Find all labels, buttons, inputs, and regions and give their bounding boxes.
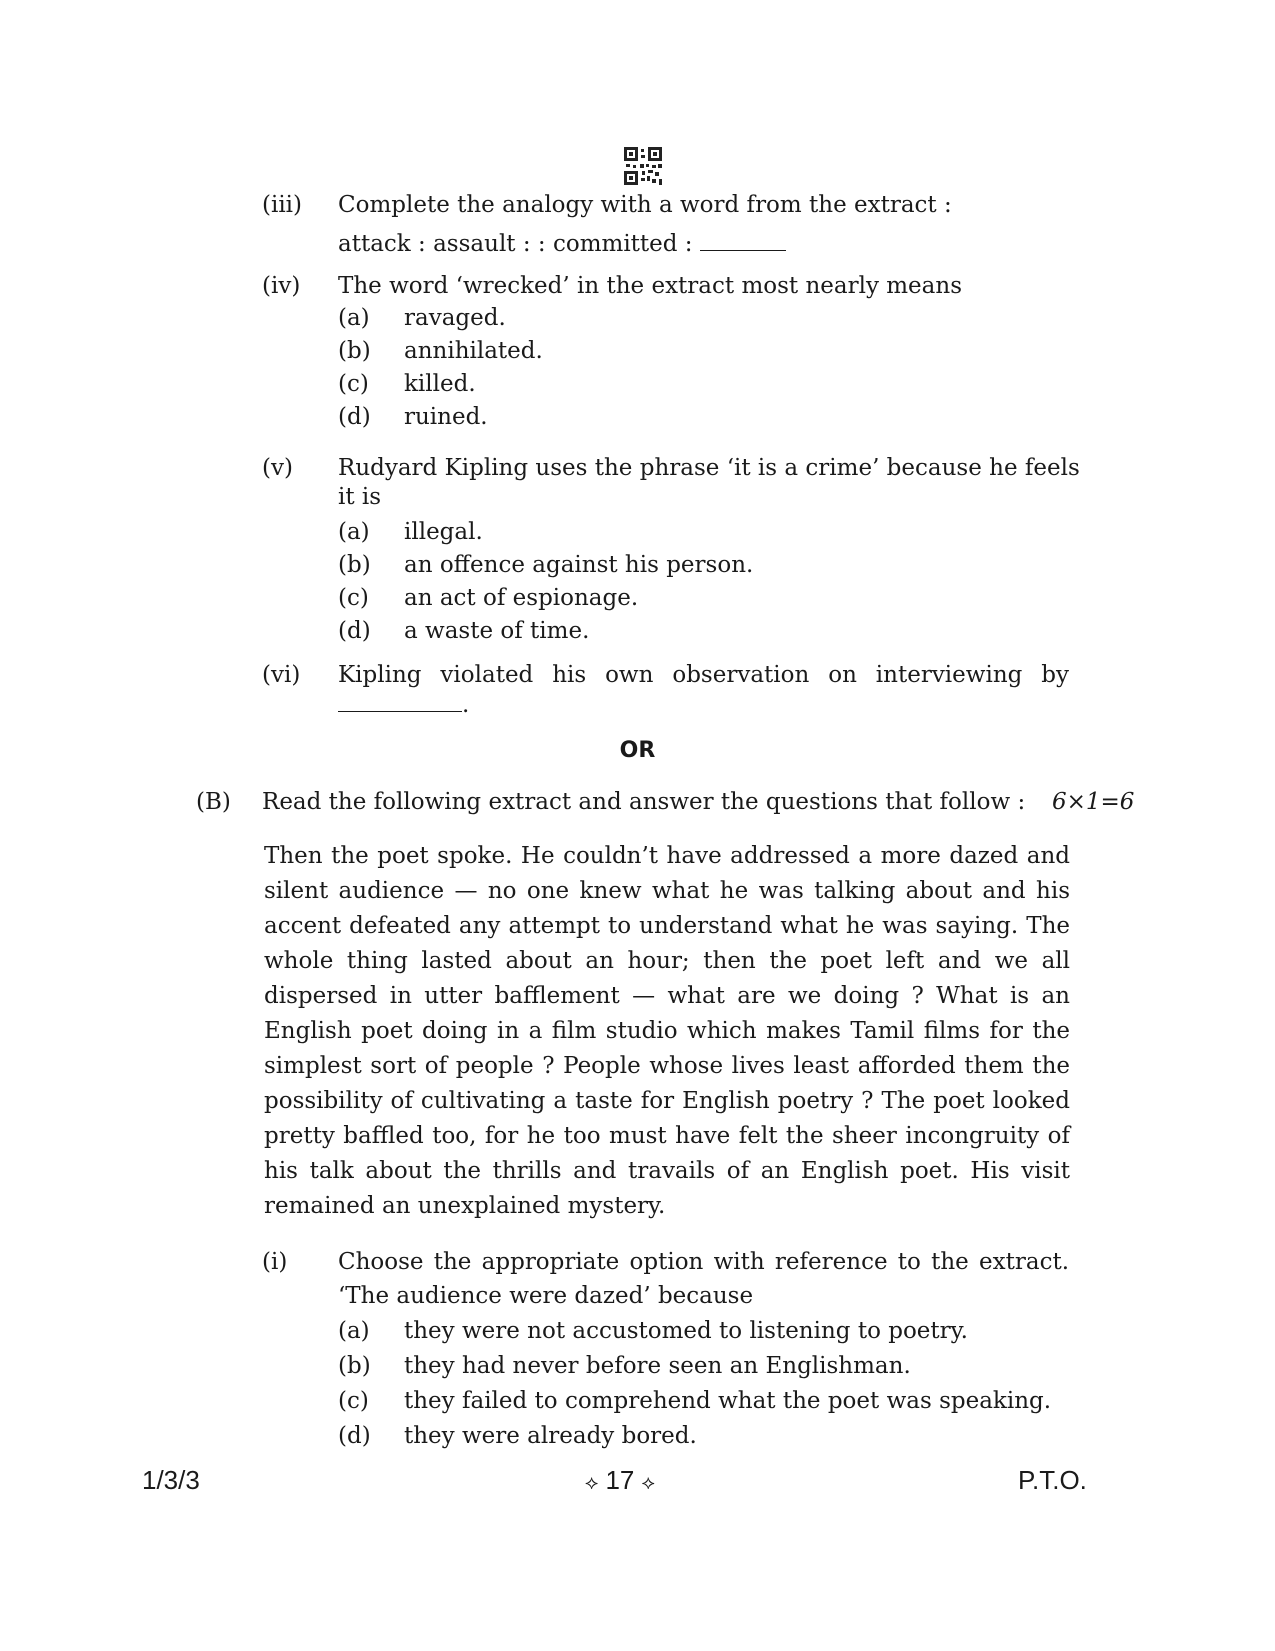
- section-label: (B): [196, 789, 231, 815]
- question-text: Complete the analogy with a word from the extract :: [338, 192, 952, 218]
- answer-line: [338, 690, 469, 721]
- option-text: killed.: [404, 371, 476, 397]
- option-text: annihilated.: [404, 338, 543, 364]
- option-label: (a): [338, 305, 370, 331]
- question-text: Kipling violated his own observation on interviewing by: [338, 662, 1069, 688]
- extract-line: simplest sort of people ? People whose lives least afforded them the: [264, 1053, 1070, 1079]
- question-text: Rudyard Kipling uses the phrase ‘it is a crime’ because he feels: [338, 455, 1080, 481]
- question-text: The word ‘wrecked’ in the extract most nearly means: [338, 273, 962, 299]
- option-text: an offence against his person.: [404, 552, 754, 578]
- extract-line: remained an unexplained mystery.: [264, 1193, 666, 1219]
- qr-code-icon: [624, 147, 662, 185]
- or-heading: OR: [619, 738, 656, 763]
- analogy-line: [338, 229, 786, 260]
- question-number: (vi): [262, 662, 301, 688]
- extract-line: whole thing lasted about an hour; then the poet left and we all: [264, 948, 1070, 974]
- option-label: (d): [338, 404, 371, 430]
- question-text: Choose the appropriate option with reference to the extract.: [338, 1249, 1069, 1275]
- question-text-cont: ‘The audience were dazed’ because: [338, 1283, 754, 1309]
- extract-line: silent audience — no one knew what he was talking about and his: [264, 878, 1070, 904]
- paper-code: 1/3/3: [142, 1465, 200, 1495]
- option-label: (b): [338, 552, 371, 578]
- marks-allocation: 6×1=6: [1052, 789, 1135, 815]
- analogy-text: attack : assault : : committed :: [338, 231, 693, 257]
- option-text: they were already bored.: [404, 1423, 697, 1449]
- answer-blank: [338, 691, 462, 712]
- page-number: 17: [605, 1465, 635, 1495]
- option-label: (c): [338, 371, 369, 397]
- option-text: a waste of time.: [404, 618, 590, 644]
- option-text: they had never before seen an Englishman.: [404, 1353, 911, 1379]
- answer-blank: [700, 230, 786, 251]
- extract-line: accent defeated any attempt to understand what he was saying. The: [264, 913, 1070, 939]
- option-label: (c): [338, 585, 369, 611]
- option-label: (b): [338, 1353, 371, 1379]
- option-text: they failed to comprehend what the poet was speaking.: [404, 1388, 1052, 1414]
- question-text-cont: it is: [338, 484, 382, 510]
- option-text: ravaged.: [404, 305, 506, 331]
- ornament-right-icon: ⟡: [641, 1472, 655, 1494]
- question-number: (i): [262, 1249, 288, 1275]
- pto-label: P.T.O.: [1018, 1465, 1087, 1495]
- option-label: (a): [338, 1318, 370, 1344]
- blank-period: .: [462, 692, 470, 718]
- page-number-block: [585, 1465, 655, 1499]
- ornament-left-icon: ⟡: [585, 1472, 599, 1494]
- question-number: (v): [262, 455, 293, 481]
- option-text: an act of espionage.: [404, 585, 639, 611]
- extract-line: Then the poet spoke. He couldn’t have addressed a more dazed and: [264, 843, 1070, 869]
- option-label: (d): [338, 1423, 371, 1449]
- question-number: (iii): [262, 192, 303, 218]
- option-text: ruined.: [404, 404, 488, 430]
- section-instruction: Read the following extract and answer the questions that follow :: [262, 789, 1026, 815]
- option-label: (c): [338, 1388, 369, 1414]
- question-number: (iv): [262, 273, 301, 299]
- extract-line: pretty baffled too, for he too must have felt the sheer incongruity of: [264, 1123, 1070, 1149]
- option-label: (b): [338, 338, 371, 364]
- option-text: they were not accustomed to listening to poetry.: [404, 1318, 968, 1344]
- option-label: (d): [338, 618, 371, 644]
- extract-line: dispersed in utter bafflement — what are we doing ? What is an: [264, 983, 1070, 1009]
- extract-line: his talk about the thrills and travails of an English poet. His visit: [264, 1158, 1070, 1184]
- extract-line: possibility of cultivating a taste for English poetry ? The poet looked: [264, 1088, 1070, 1114]
- option-label: (a): [338, 519, 370, 545]
- extract-line: English poet doing in a film studio which makes Tamil films for the: [264, 1018, 1070, 1044]
- option-text: illegal.: [404, 519, 483, 545]
